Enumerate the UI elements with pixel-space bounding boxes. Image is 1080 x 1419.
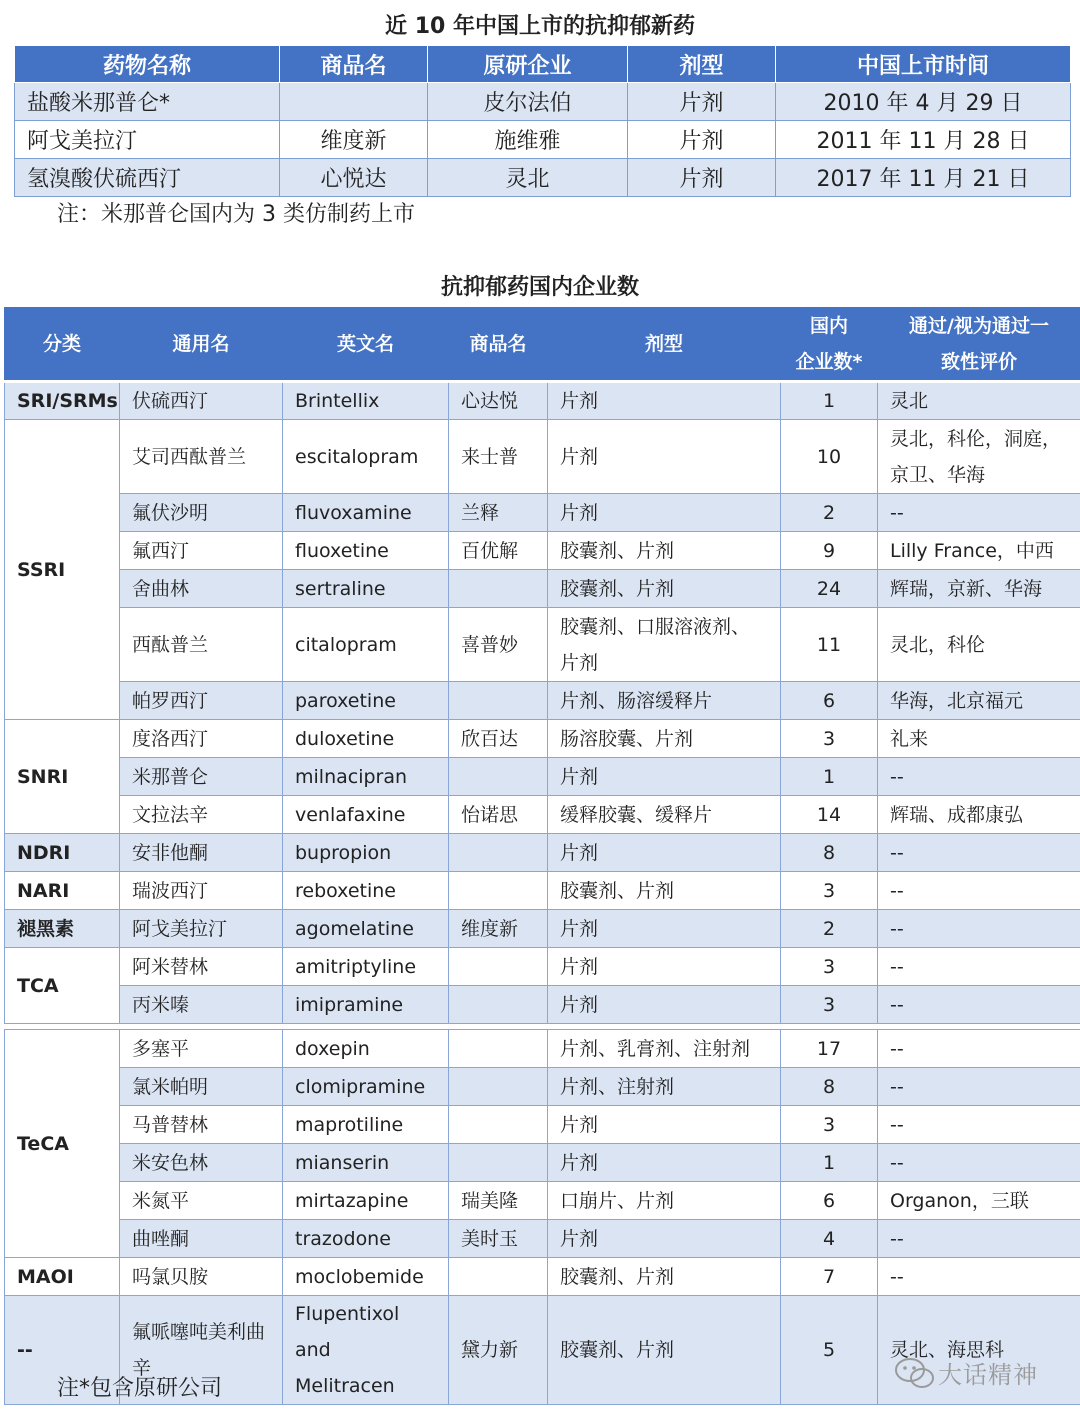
table1-note: 注：米那普仑国内为 3 类仿制药上市 bbox=[57, 202, 415, 227]
cell-company-count: 4 bbox=[781, 1220, 878, 1258]
table-row bbox=[5, 382, 1080, 420]
cell-brand-name bbox=[449, 986, 548, 1024]
cell-english-name: Flupentixol and Melitracen bbox=[283, 1296, 449, 1405]
table-row bbox=[15, 83, 1071, 121]
cell-generic-name: 氟伏沙明 bbox=[120, 494, 283, 532]
cell-english-name: clomipramine bbox=[283, 1068, 449, 1106]
cell-category: SRI/SRMs bbox=[5, 382, 120, 420]
cell-consistency-eval: -- bbox=[878, 494, 1080, 532]
cell-generic-name: 米氮平 bbox=[120, 1182, 283, 1220]
cell-consistency-eval: -- bbox=[878, 872, 1080, 910]
header-english-name: 英文名 bbox=[283, 308, 449, 382]
cell-consistency-eval: Lilly France，中西 bbox=[878, 532, 1080, 570]
new-drugs-table bbox=[14, 45, 1071, 197]
cell-brand-name bbox=[449, 682, 548, 720]
cell-company-count: 3 bbox=[781, 1106, 878, 1144]
cell-brand-name: 来士普 bbox=[449, 420, 548, 494]
cell-company-count: 9 bbox=[781, 532, 878, 570]
cell-english-name: paroxetine bbox=[283, 682, 449, 720]
cell-brand-name: 怡诺思 bbox=[449, 796, 548, 834]
cell-consistency-eval: Organon，三联 bbox=[878, 1182, 1080, 1220]
cell-company-count: 6 bbox=[781, 1182, 878, 1220]
cell-company-count: 1 bbox=[781, 1144, 878, 1182]
header-brand: 商品名 bbox=[280, 46, 428, 83]
cell-consistency-eval: -- bbox=[878, 948, 1080, 986]
table-row bbox=[5, 1068, 1080, 1106]
cell-brand-name bbox=[449, 872, 548, 910]
cell-consistency-eval: 灵北，科伦，洞庭，京卫、华海 bbox=[878, 420, 1080, 494]
table1-title: 近 10 年中国上市的抗抑郁新药 bbox=[385, 14, 695, 39]
table-row bbox=[5, 948, 1080, 986]
table-row bbox=[5, 1258, 1080, 1296]
cell-consistency-eval: -- bbox=[878, 1068, 1080, 1106]
table-row bbox=[5, 986, 1080, 1024]
cell-category: MAOI bbox=[5, 1258, 120, 1296]
cell-english-name: amitriptyline bbox=[283, 948, 449, 986]
cell-brand-name bbox=[449, 1068, 548, 1106]
cell-english-name: maprotiline bbox=[283, 1106, 449, 1144]
table-header-row bbox=[5, 308, 1080, 382]
cell-consistency-eval: -- bbox=[878, 986, 1080, 1024]
cell-generic-name: 氯米帕明 bbox=[120, 1068, 283, 1106]
cell-dosage-form: 片剂 bbox=[548, 1144, 781, 1182]
header-category: 分类 bbox=[5, 308, 120, 382]
cell-english-name: sertraline bbox=[283, 570, 449, 608]
cell-company-count: 7 bbox=[781, 1258, 878, 1296]
cell-english-name: doxepin bbox=[283, 1030, 449, 1068]
cell-english-name: mirtazapine bbox=[283, 1182, 449, 1220]
cell-generic-name: 丙米嗪 bbox=[120, 986, 283, 1024]
header-brand-name: 商品名 bbox=[449, 308, 548, 382]
cell-launch-date: 2017 年 11 月 21 日 bbox=[776, 159, 1071, 197]
cell-dosage-form: 片剂、注射剂 bbox=[548, 1068, 781, 1106]
table-row bbox=[5, 796, 1080, 834]
cell-launch-date: 2010 年 4 月 29 日 bbox=[776, 83, 1071, 121]
table-row bbox=[5, 1106, 1080, 1144]
antidepressant-companies-table bbox=[4, 307, 1080, 1405]
cell-brand-name: 维度新 bbox=[449, 910, 548, 948]
cell-generic-name: 米那普仑 bbox=[120, 758, 283, 796]
cell-dosage-form: 片剂 bbox=[548, 948, 781, 986]
cell-brand-name: 心达悦 bbox=[449, 382, 548, 420]
table-row bbox=[15, 121, 1071, 159]
cell-company-count: 2 bbox=[781, 910, 878, 948]
cell-consistency-eval: 华海，北京福元 bbox=[878, 682, 1080, 720]
cell-dosage-form: 缓释胶囊、缓释片 bbox=[548, 796, 781, 834]
cell-brand-name bbox=[449, 1258, 548, 1296]
cell-brand-name: 瑞美隆 bbox=[449, 1182, 548, 1220]
cell-consistency-eval: -- bbox=[878, 1030, 1080, 1068]
cell-dosage-form: 片剂 bbox=[548, 1106, 781, 1144]
header-count-line2: 企业数* bbox=[795, 351, 863, 373]
table-row bbox=[5, 1030, 1080, 1068]
cell-company-count: 10 bbox=[781, 420, 878, 494]
cell-dosage-form: 胶囊剂、片剂 bbox=[548, 1296, 781, 1405]
cell-originator: 皮尔法伯 bbox=[428, 83, 628, 121]
cell-consistency-eval: 礼来 bbox=[878, 720, 1080, 758]
cell-category: -- bbox=[5, 1296, 120, 1405]
cell-generic-name: 舍曲林 bbox=[120, 570, 283, 608]
table-row bbox=[5, 720, 1080, 758]
cell-company-count: 11 bbox=[781, 608, 878, 682]
table-row bbox=[5, 910, 1080, 948]
watermark-text: 大话精神 bbox=[938, 1361, 1038, 1389]
cell-generic-name: 氟哌噻吨美利曲辛 bbox=[120, 1296, 283, 1405]
cell-english-name: bupropion bbox=[283, 834, 449, 872]
cell-english-name: trazodone bbox=[283, 1220, 449, 1258]
cell-company-count: 1 bbox=[781, 382, 878, 420]
cell-consistency-eval: -- bbox=[878, 834, 1080, 872]
table-row bbox=[5, 1182, 1080, 1220]
cell-consistency-eval: 灵北、海思科 bbox=[878, 1296, 1080, 1405]
cell-company-count: 17 bbox=[781, 1030, 878, 1068]
cell-category: 褪黑素 bbox=[5, 910, 120, 948]
cell-consistency-eval: -- bbox=[878, 1258, 1080, 1296]
cell-generic-name: 艾司西酞普兰 bbox=[120, 420, 283, 494]
cell-dosage-form: 口崩片、片剂 bbox=[548, 1182, 781, 1220]
cell-brand-name bbox=[449, 1144, 548, 1182]
cell-generic-name: 曲唑酮 bbox=[120, 1220, 283, 1258]
cell-consistency-eval: 辉瑞、成都康弘 bbox=[878, 796, 1080, 834]
cell-generic-name: 西酞普兰 bbox=[120, 608, 283, 682]
header-drug-name: 药物名称 bbox=[15, 46, 280, 83]
cell-brand-name bbox=[449, 834, 548, 872]
table-row bbox=[5, 1220, 1080, 1258]
cell-brand-name bbox=[449, 570, 548, 608]
cell-company-count: 6 bbox=[781, 682, 878, 720]
table-row bbox=[5, 608, 1080, 682]
header-count-line1: 国内 bbox=[809, 315, 848, 337]
cell-english-name: Brintellix bbox=[283, 382, 449, 420]
cell-dosage-form: 片剂 bbox=[548, 986, 781, 1024]
cell-consistency-eval: -- bbox=[878, 1106, 1080, 1144]
cell-company-count: 24 bbox=[781, 570, 878, 608]
cell-generic-name: 安非他酮 bbox=[120, 834, 283, 872]
table-row bbox=[5, 1144, 1080, 1182]
cell-drug-name: 盐酸米那普仑* bbox=[15, 83, 280, 121]
cell-company-count: 8 bbox=[781, 1068, 878, 1106]
cell-consistency-eval: -- bbox=[878, 1144, 1080, 1182]
cell-brand-name: 黛力新 bbox=[449, 1296, 548, 1405]
table2-title: 抗抑郁药国内企业数 bbox=[440, 275, 639, 300]
cell-brand-name: 喜普妙 bbox=[449, 608, 548, 682]
cell-generic-name: 多塞平 bbox=[120, 1030, 283, 1068]
cell-brand: 心悦达 bbox=[280, 159, 428, 197]
cell-dosage-form: 胶囊剂、片剂 bbox=[548, 1258, 781, 1296]
cell-dosage-form: 片剂、乳膏剂、注射剂 bbox=[548, 1030, 781, 1068]
cell-brand bbox=[280, 83, 428, 121]
cell-dosage-form: 片剂 bbox=[548, 382, 781, 420]
cell-english-name: milnacipran bbox=[283, 758, 449, 796]
cell-consistency-eval: 辉瑞，京新、华海 bbox=[878, 570, 1080, 608]
cell-generic-name: 氟西汀 bbox=[120, 532, 283, 570]
cell-dosage-form: 片剂 bbox=[548, 910, 781, 948]
header-originator: 原研企业 bbox=[428, 46, 628, 83]
cell-dosage-form: 肠溶胶囊、片剂 bbox=[548, 720, 781, 758]
table-row bbox=[5, 532, 1080, 570]
cell-company-count: 3 bbox=[781, 720, 878, 758]
header-form: 剂型 bbox=[628, 46, 776, 83]
cell-generic-name: 阿戈美拉汀 bbox=[120, 910, 283, 948]
cell-generic-name: 伏硫西汀 bbox=[120, 382, 283, 420]
cell-consistency-eval: -- bbox=[878, 758, 1080, 796]
cell-category: NARI bbox=[5, 872, 120, 910]
cell-category: TeCA bbox=[5, 1030, 120, 1258]
cell-english-name: citalopram bbox=[283, 608, 449, 682]
cell-english-name: reboxetine bbox=[283, 872, 449, 910]
cell-form: 片剂 bbox=[628, 121, 776, 159]
cell-dosage-form: 片剂 bbox=[548, 1220, 781, 1258]
cell-originator: 施维雅 bbox=[428, 121, 628, 159]
cell-english-name: fluoxetine bbox=[283, 532, 449, 570]
cell-company-count: 8 bbox=[781, 834, 878, 872]
table-row bbox=[5, 834, 1080, 872]
cell-company-count: 2 bbox=[781, 494, 878, 532]
cell-brand-name: 兰释 bbox=[449, 494, 548, 532]
cell-dosage-form: 胶囊剂、口服溶液剂、片剂 bbox=[548, 608, 781, 682]
cell-form: 片剂 bbox=[628, 83, 776, 121]
header-eval-line2: 致性评价 bbox=[940, 351, 1017, 373]
cell-company-count: 1 bbox=[781, 758, 878, 796]
cell-consistency-eval: -- bbox=[878, 910, 1080, 948]
table-row bbox=[5, 872, 1080, 910]
cell-category: SSRI bbox=[5, 420, 120, 720]
header-eval-line1: 通过/视为通过一 bbox=[909, 315, 1049, 337]
cell-drug-name: 阿戈美拉汀 bbox=[15, 121, 280, 159]
header-consistency-eval bbox=[878, 308, 1080, 382]
cell-company-count: 3 bbox=[781, 872, 878, 910]
cell-brand: 维度新 bbox=[280, 121, 428, 159]
table-row bbox=[5, 570, 1080, 608]
cell-dosage-form: 胶囊剂、片剂 bbox=[548, 872, 781, 910]
cell-english-name: duloxetine bbox=[283, 720, 449, 758]
cell-company-count: 5 bbox=[781, 1296, 878, 1405]
cell-category: NDRI bbox=[5, 834, 120, 872]
table-row bbox=[5, 758, 1080, 796]
table-header-row bbox=[15, 46, 1071, 83]
cell-brand-name: 欣百达 bbox=[449, 720, 548, 758]
cell-dosage-form: 片剂、肠溶缓释片 bbox=[548, 682, 781, 720]
table-row bbox=[15, 159, 1071, 197]
cell-brand-name bbox=[449, 758, 548, 796]
cell-generic-name: 文拉法辛 bbox=[120, 796, 283, 834]
cell-consistency-eval: -- bbox=[878, 1220, 1080, 1258]
table-row bbox=[5, 494, 1080, 532]
cell-dosage-form: 片剂 bbox=[548, 494, 781, 532]
cell-originator: 灵北 bbox=[428, 159, 628, 197]
cell-company-count: 14 bbox=[781, 796, 878, 834]
cell-english-name: agomelatine bbox=[283, 910, 449, 948]
cell-company-count: 3 bbox=[781, 986, 878, 1024]
header-dosage-form: 剂型 bbox=[548, 308, 781, 382]
cell-form: 片剂 bbox=[628, 159, 776, 197]
cell-dosage-form: 胶囊剂、片剂 bbox=[548, 570, 781, 608]
cell-generic-name: 吗氯贝胺 bbox=[120, 1258, 283, 1296]
cell-brand-name: 美时玉 bbox=[449, 1220, 548, 1258]
cell-category: TCA bbox=[5, 948, 120, 1024]
cell-generic-name: 瑞波西汀 bbox=[120, 872, 283, 910]
cell-english-name: fluvoxamine bbox=[283, 494, 449, 532]
cell-english-name: venlafaxine bbox=[283, 796, 449, 834]
cell-generic-name: 米安色林 bbox=[120, 1144, 283, 1182]
header-domestic-count bbox=[781, 308, 878, 382]
header-launch-date: 中国上市时间 bbox=[776, 46, 1071, 83]
cell-dosage-form: 片剂 bbox=[548, 420, 781, 494]
cell-brand-name bbox=[449, 1106, 548, 1144]
cell-dosage-form: 胶囊剂、片剂 bbox=[548, 532, 781, 570]
cell-dosage-form: 片剂 bbox=[548, 758, 781, 796]
cell-dosage-form: 片剂 bbox=[548, 834, 781, 872]
table2-note: 注*包含原研公司 bbox=[57, 1376, 223, 1401]
cell-generic-name: 马普替林 bbox=[120, 1106, 283, 1144]
table-row bbox=[5, 420, 1080, 494]
cell-consistency-eval: 灵北 bbox=[878, 382, 1080, 420]
cell-brand-name bbox=[449, 948, 548, 986]
cell-category: SNRI bbox=[5, 720, 120, 834]
cell-generic-name: 帕罗西汀 bbox=[120, 682, 283, 720]
cell-launch-date: 2011 年 11 月 28 日 bbox=[776, 121, 1071, 159]
table-row bbox=[5, 682, 1080, 720]
cell-consistency-eval: 灵北，科伦 bbox=[878, 608, 1080, 682]
cell-english-name: mianserin bbox=[283, 1144, 449, 1182]
cell-english-name: escitalopram bbox=[283, 420, 449, 494]
cell-drug-name: 氢溴酸伏硫西汀 bbox=[15, 159, 280, 197]
cell-english-name: moclobemide bbox=[283, 1258, 449, 1296]
cell-generic-name: 度洛西汀 bbox=[120, 720, 283, 758]
cell-brand-name bbox=[449, 1030, 548, 1068]
cell-brand-name: 百优解 bbox=[449, 532, 548, 570]
cell-generic-name: 阿米替林 bbox=[120, 948, 283, 986]
header-generic-name: 通用名 bbox=[120, 308, 283, 382]
cell-english-name: imipramine bbox=[283, 986, 449, 1024]
cell-company-count: 3 bbox=[781, 948, 878, 986]
